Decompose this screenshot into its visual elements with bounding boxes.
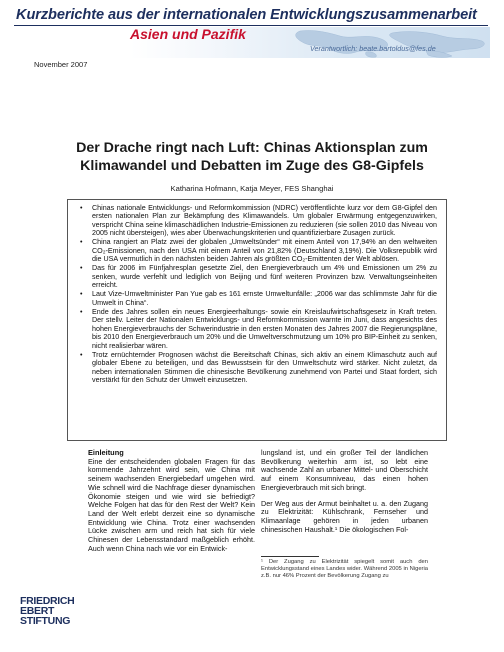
summary-box — [67, 199, 447, 441]
body-column-right — [261, 449, 428, 541]
footnote-rule — [261, 556, 319, 557]
summary-item: • Das für 2006 im Fünfjahresplan gesetzte Ziel, den Energieverbrauch um 4% und Emissionen um 2% zu senken, wurde verfehlt und lediglich von Beijing und fünf weiteren Provinzen bzw. Verwaltungseinheiten erreicht. — [78, 264, 437, 289]
fes-logo — [20, 596, 82, 626]
body-column-left — [88, 449, 255, 560]
intro-heading: Einleitung — [88, 448, 124, 457]
logo-line: FRIEDRICH — [20, 595, 75, 607]
body-paragraph: lungsland ist, und ein großer Teil der ländlichen Bevölkerung weiterhin arm ist, so lebt eine wachsende Zahl an urbaner Mittel- und Oberschicht auf einem Konsumniveau, das einen hohen Energieverbrauch mit sich bringt. — [261, 448, 428, 492]
logo-line: STIFTUNG — [20, 615, 71, 627]
footnote: ¹ Der Zugang zu Elektrizität spiegelt somit auch den Entwicklungsstand eines Landes wider. Während 2005 in Nigeria z.B. nur 46% Prozent der Bevölkerung Zugang zu — [261, 559, 428, 579]
responsible-contact[interactable]: Verantwortlich: beate.bartoldus@fes.de — [310, 44, 436, 53]
article-authors: Katharina Hofmann, Katja Meyer, FES Shanghai — [170, 184, 334, 193]
header-rule — [14, 25, 488, 26]
logo-line: EBERT — [20, 605, 55, 617]
series-title: Kurzberichte aus der internationalen Entwicklungszusammenarbeit — [16, 7, 477, 23]
summary-item: • Laut Vize-Umweltminister Pan Yue gab es 161 ernste Umweltunfälle: „2006 war das schlimmste Jahr für die Umwelt in China“. — [78, 290, 437, 307]
body-paragraph: Der Weg aus der Armut beinhaltet u. a. den Zugang zu Elektrizität: Kühlschrank, Fernseher und Klimaanlage gehören in jeden urbanen chinesischen Haushalt.¹ Die ökologischen Fol- — [261, 498, 428, 534]
article-headline — [20, 139, 484, 175]
headline-line-1: Der Drache ringt nach Luft: Chinas Aktionsplan zum — [76, 140, 428, 156]
summary-list — [78, 204, 437, 385]
summary-item: • Trotz ernüchternder Prognosen wächst die Bereitschaft Chinas, sich aktiv an einem Klimaschutz auch auf globaler Ebene zu beteiligen, und das Bewusstsein für den Umweltschutz wird stärker. Nicht zuletzt, da neben internationalen Stimmen die chinesische Bevölkerung zunehmend von Partei und Staat fordert, sich verstärkt für den Schutz der Umwelt einzusetzen. — [78, 351, 437, 385]
headline-line-2: Klimawandel und Debatten im Zuge des G8-Gipfels — [80, 158, 424, 174]
publication-date: November 2007 — [34, 60, 88, 69]
summary-item: • Ende des Jahres sollen ein neues Energieerhaltungs- sowie ein Kreislaufwirtschaftsgesetz in Kraft treten. Der stellv. Leiter der Nationalen Entwicklungs- und Reformkommission warnte im Juni, dass angesichts des hohen Energieverbrauchs der Schwerindustrie in den ersten Monaten des Jahres 2007 die Regierungspläne, bis 2010 den Energieverbrauch um 20% und die Umweltverschmutzung um 10% pro BIP-Einheit zu senken, nicht realisierbar wären. — [78, 308, 437, 350]
summary-item: • China rangiert an Platz zwei der globalen „Umweltsünder“ mit einem Anteil von 17,94% an den weltweiten CO₂-Emissionen, nach den USA mit einem Anteil von 21,82% (Deutschland 3,19%). Die Volksrepublik wird die USA vermutlich in den nächsten beiden Jahren als größten CO₂-Emittenten der Welt ablösen. — [78, 238, 437, 263]
region-title: Asien und Pazifik — [130, 26, 246, 42]
body-paragraph: Eine der entscheidenden globalen Fragen für das kommende Jahrzehnt wird sein, wie China mit seinem wachsenden Energiebedarf umgehen wird. Wie schnell wird die Nachfrage dieser dynamischen Ökonomie steigen und wie wird sie befriedigt? Welche Folgen hat das für den Rest der Welt? Kein Land der Welt erlebt derzeit eine so dynamische Entwicklung wie China. Trotz einer wachsenden Lücke zwischen arm und reich hat sich für viele Chinesen der Lebensstandard maßgeblich erhöht. Auch wenn China nach wie vor ein Entwick- — [88, 456, 255, 553]
summary-item: • Chinas nationale Entwicklungs- und Reformkommission (NDRC) veröffentlichte kurz vor dem G8-Gipfel den ersten nationalen Plan zur Bekämpfung des Klimawandels. Um globaler Erwärmung entgegenzuwirken, verspricht China seine klimaschädlichen Industrie-Emissionen zu reduzieren (sie sollen 2010 das Niveau von 2005 nicht übersteigen), wies aber Überwachungskriterien und quantifizierbare Zusagen zurück. — [78, 204, 437, 238]
